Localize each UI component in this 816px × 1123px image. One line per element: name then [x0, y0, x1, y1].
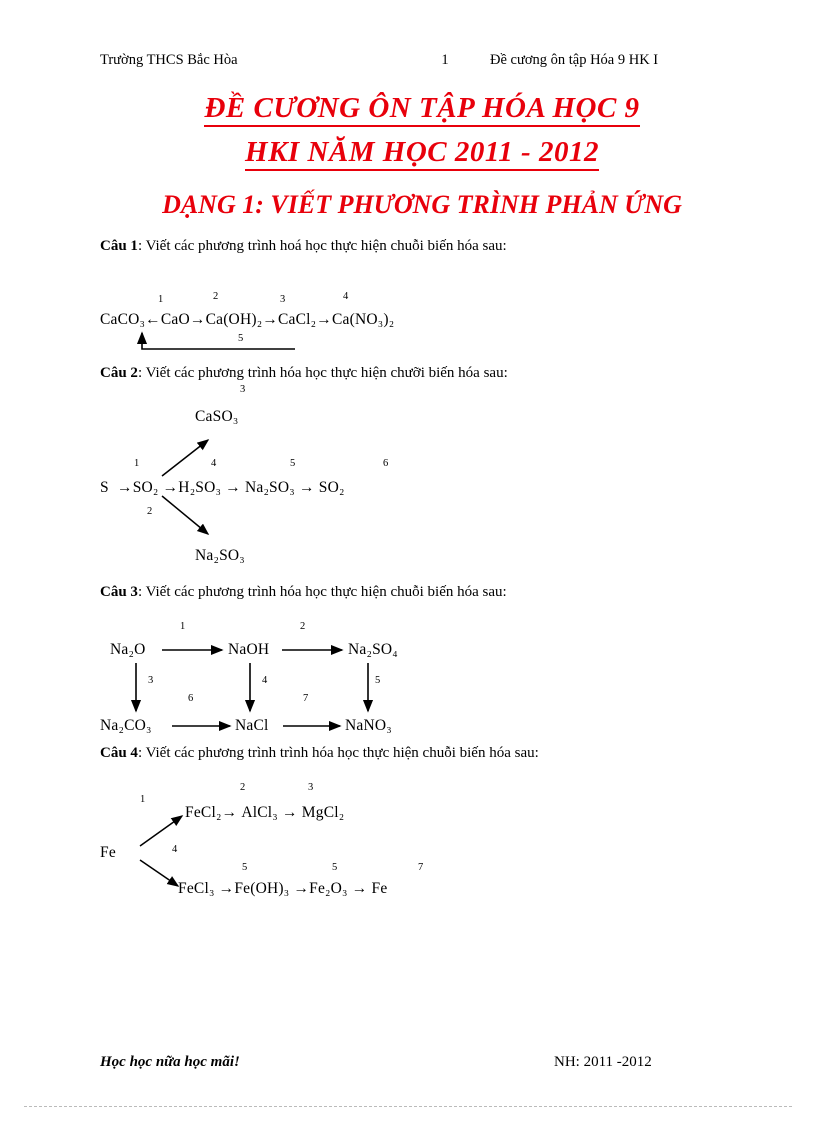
chain1-arrow-3: → — [316, 311, 332, 328]
chain3-step-1: 1 — [180, 621, 186, 632]
chain1-species-4: Ca(NO₃)₂ — [332, 311, 395, 328]
question-1-label: Câu 1 — [100, 238, 138, 254]
chain2-step-4: 4 — [211, 458, 217, 469]
page-footer — [100, 1054, 744, 1071]
question-2-text: : Viết các phương trình hóa học thực hiện chưỡi biến hóa sau: — [137, 365, 508, 381]
chain4-step-2: 2 — [240, 782, 246, 793]
chain4-r2-c3: Fe — [371, 880, 388, 897]
question-1-text: : Viết các phương trình hoá học thực hiện chuỗi biến hóa sau: — [137, 238, 507, 254]
chain4-r1-c2: MgCl₂ — [301, 804, 345, 821]
chain1-species-1: CaO — [160, 311, 190, 328]
chain1-step-1: 1 — [158, 294, 164, 305]
chain4-step-5a: 5 — [242, 862, 248, 873]
chain4-step-5b: 5 — [332, 862, 338, 873]
question-3-label: Câu 3 — [100, 584, 138, 600]
chain4-r2-arrow-1: → — [293, 880, 310, 897]
chain3-r2-c1: NaCl — [235, 717, 269, 734]
chain1-step-4: 4 — [343, 291, 349, 302]
section-title: DẠNG 1: VIẾT PHƯƠNG TRÌNH PHẢN ỨNG — [162, 190, 682, 219]
chain2-species-2: H₂SO₃ — [178, 479, 222, 496]
chain2-species-4: SO₂ — [318, 479, 345, 496]
chain2-step-5: 5 — [290, 458, 296, 469]
chain4-r2-c1: Fe(OH)₃ — [234, 880, 290, 897]
chain2-arrows — [100, 384, 520, 584]
chain3-step-5: 5 — [375, 675, 381, 686]
chain3-step-4: 4 — [262, 675, 268, 686]
chain1-arrow-1: → — [189, 311, 206, 328]
chain1-species-3: CaCl₂ — [278, 311, 317, 328]
chain2-step-2: 2 — [147, 506, 153, 517]
chain2-arrow-2: → — [225, 479, 241, 496]
chain4-step-1: 1 — [140, 794, 146, 805]
chain4-r1-c0: FeCl₂ — [185, 804, 222, 821]
chain-diagram-3 — [100, 619, 744, 749]
document-title-line1-text: ĐỀ CƯƠNG ÔN TẬP HÓA HỌC 9 — [204, 92, 639, 127]
document-title-line1 — [100, 87, 744, 131]
chain2-arrow-3: → — [298, 479, 315, 496]
chain1-species-2: Ca(OH)₂ — [205, 311, 263, 328]
chain1-species-0: CaCO₃ — [100, 311, 146, 328]
chain1-arrow-0: ← — [145, 311, 161, 328]
chain4-r1-arrow-1: → — [281, 804, 298, 821]
question-2-label: Câu 2 — [100, 365, 138, 381]
chain2-arrow-1: → — [162, 479, 179, 496]
chain4-r1-c1: AlCl₃ — [241, 804, 278, 821]
question-4-label: Câu 4 — [100, 745, 138, 761]
header-page-number: 1 — [441, 52, 449, 68]
chain4-start: Fe — [100, 844, 116, 861]
chain3-r1-c2: Na₂SO₄ — [348, 641, 398, 658]
document-title-line2-text: HKI NĂM HỌC 2011 - 2012 — [245, 136, 599, 171]
chain2-arrow-0: → — [116, 479, 133, 496]
chain2-step-6: 6 — [383, 458, 389, 469]
chain1-step-5: 5 — [238, 333, 244, 344]
chain2-step-3: 3 — [240, 384, 246, 395]
question-3-text: : Viết các phương trình hóa học thực hiện chuỗi biến hóa sau: — [137, 584, 507, 600]
chain-diagram-4 — [100, 782, 744, 912]
chain3-step-3: 3 — [148, 675, 154, 686]
chain3-step-6: 6 — [188, 693, 194, 704]
chain-diagram-1 — [100, 289, 744, 361]
question-3 — [100, 584, 744, 601]
footer-motto: Học học nữa học mãi! — [100, 1054, 240, 1070]
document-title-line2 — [100, 131, 744, 175]
chain2-species-1: SO₂ — [132, 479, 159, 496]
chain1-step-2: 2 — [213, 291, 219, 302]
chain2-species-3: Na₂SO₃ — [244, 479, 295, 496]
chain1-arrow-2: → — [262, 311, 279, 328]
chain4-r2-arrow-0: → — [218, 880, 235, 897]
chain1-arrows — [100, 289, 500, 369]
chain4-step-4: 4 — [172, 844, 178, 855]
chain2-step-1: 1 — [134, 458, 140, 469]
chain2-species-0: S — [100, 479, 109, 496]
chain1-step-3: 3 — [280, 294, 286, 305]
header-doc-label: Đề cương ôn tập Hóa 9 HK I — [490, 52, 659, 68]
header-school: Trường THCS Bắc Hòa — [100, 52, 238, 68]
footer-divider — [24, 1106, 792, 1107]
chain4-r2-arrow-2: → — [351, 880, 368, 897]
chain3-r1-c1: NaOH — [228, 641, 270, 658]
chain3-r2-c2: NaNO₃ — [345, 717, 392, 734]
chain2-top-species: CaSO₃ — [195, 408, 239, 425]
page-header — [100, 52, 744, 69]
chain3-arrows — [100, 619, 520, 749]
chain2-bottom-species: Na₂SO₃ — [195, 547, 245, 564]
chain3-step-7: 7 — [303, 693, 309, 704]
chain3-r1-c0: Na₂O — [110, 641, 146, 658]
chain3-step-2: 2 — [300, 621, 306, 632]
question-1 — [100, 238, 744, 255]
chain4-r2-c0: FeCl₃ — [178, 880, 215, 897]
chain4-step-7: 7 — [418, 862, 424, 873]
chain3-r2-c0: Na₂CO₃ — [100, 717, 152, 734]
question-4-text: : Viết các phương trình trình hóa học thực hiện chuỗi biến hóa sau: — [137, 745, 539, 761]
chain4-r2-c2: Fe₂O₃ — [309, 880, 348, 897]
title-block — [100, 87, 744, 220]
footer-year: NH: 2011 -2012 — [554, 1054, 652, 1070]
chain-diagram-2 — [100, 384, 744, 584]
chain4-step-3: 3 — [308, 782, 314, 793]
chain4-arrows — [100, 782, 520, 912]
chain4-r1-arrow-0: → — [221, 804, 238, 821]
